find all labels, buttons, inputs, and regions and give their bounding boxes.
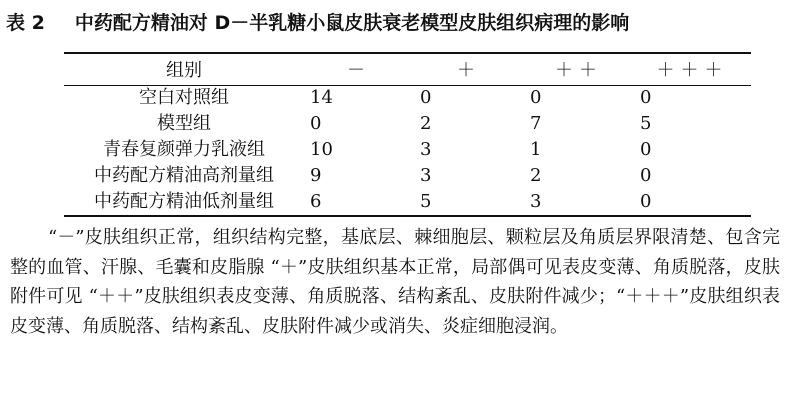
column-header-grade-2plus: ＋＋ xyxy=(555,60,603,81)
count-cell: 2 xyxy=(420,113,432,134)
count-cell: 0 xyxy=(530,87,542,108)
column-header-grade-3plus: ＋＋＋ xyxy=(656,60,729,81)
count-cell: 0 xyxy=(310,113,322,134)
table-row xyxy=(64,189,751,215)
count-cell: 0 xyxy=(420,87,432,108)
group-name-cell: 空白对照组 xyxy=(139,87,229,108)
table-bottom-rule xyxy=(64,215,751,217)
table-caption xyxy=(6,8,786,38)
count-cell: 9 xyxy=(310,165,322,186)
pathology-table xyxy=(64,56,751,215)
column-header-grade-negative: － xyxy=(347,60,371,81)
count-cell: 0 xyxy=(640,191,652,212)
group-name-cell: 青春复颜弹力乳液组 xyxy=(103,139,265,160)
table-row xyxy=(64,163,751,189)
group-name-cell: 模型组 xyxy=(157,113,211,134)
count-cell: 0 xyxy=(640,139,652,160)
table-number: 表 2 xyxy=(6,12,45,34)
table-title: 中药配方精油对 D－半乳糖小鼠皮肤衰老模型皮肤组织病理的影响 xyxy=(74,12,630,34)
table-footnote: “－”皮肤组织正常，组织结构完整，基底层、棘细胞层、颗粒层及角质层界限清楚、包含完整的血管、汗腺、毛囊和皮脂腺 “＋”皮肤组织基本正常，局部偶可见表皮变薄、角质脱落，皮肤附件可见 “＋＋”皮肤组织表皮变薄、角质脱落、结构紊乱、皮肤附件减少；“＋＋＋”皮肤组织表皮变薄、角质脱落、结构紊乱、皮肤附件减少或消失、炎症细胞浸润。 xyxy=(10,227,780,337)
count-cell: 3 xyxy=(530,191,542,212)
table-top-rule xyxy=(64,52,751,54)
group-name-cell: 中药配方精油低剂量组 xyxy=(94,191,274,212)
group-name-cell: 中药配方精油高剂量组 xyxy=(94,165,274,186)
count-cell: 10 xyxy=(310,139,333,160)
count-cell: 7 xyxy=(530,113,542,134)
count-cell: 1 xyxy=(530,139,542,160)
count-cell: 0 xyxy=(640,87,652,108)
count-cell: 5 xyxy=(640,113,652,134)
count-cell: 2 xyxy=(530,165,542,186)
count-cell: 3 xyxy=(420,139,432,160)
table-row xyxy=(64,111,751,137)
column-header-grade-1plus: ＋ xyxy=(457,60,481,81)
count-cell: 5 xyxy=(420,191,432,212)
count-cell: 0 xyxy=(640,165,652,186)
table-row xyxy=(64,137,751,163)
count-cell: 3 xyxy=(420,165,432,186)
count-cell: 6 xyxy=(310,191,322,212)
table-header-row xyxy=(64,56,751,85)
table-row xyxy=(64,85,751,111)
count-cell: 14 xyxy=(310,87,333,108)
column-header-group: 组别 xyxy=(166,60,202,81)
